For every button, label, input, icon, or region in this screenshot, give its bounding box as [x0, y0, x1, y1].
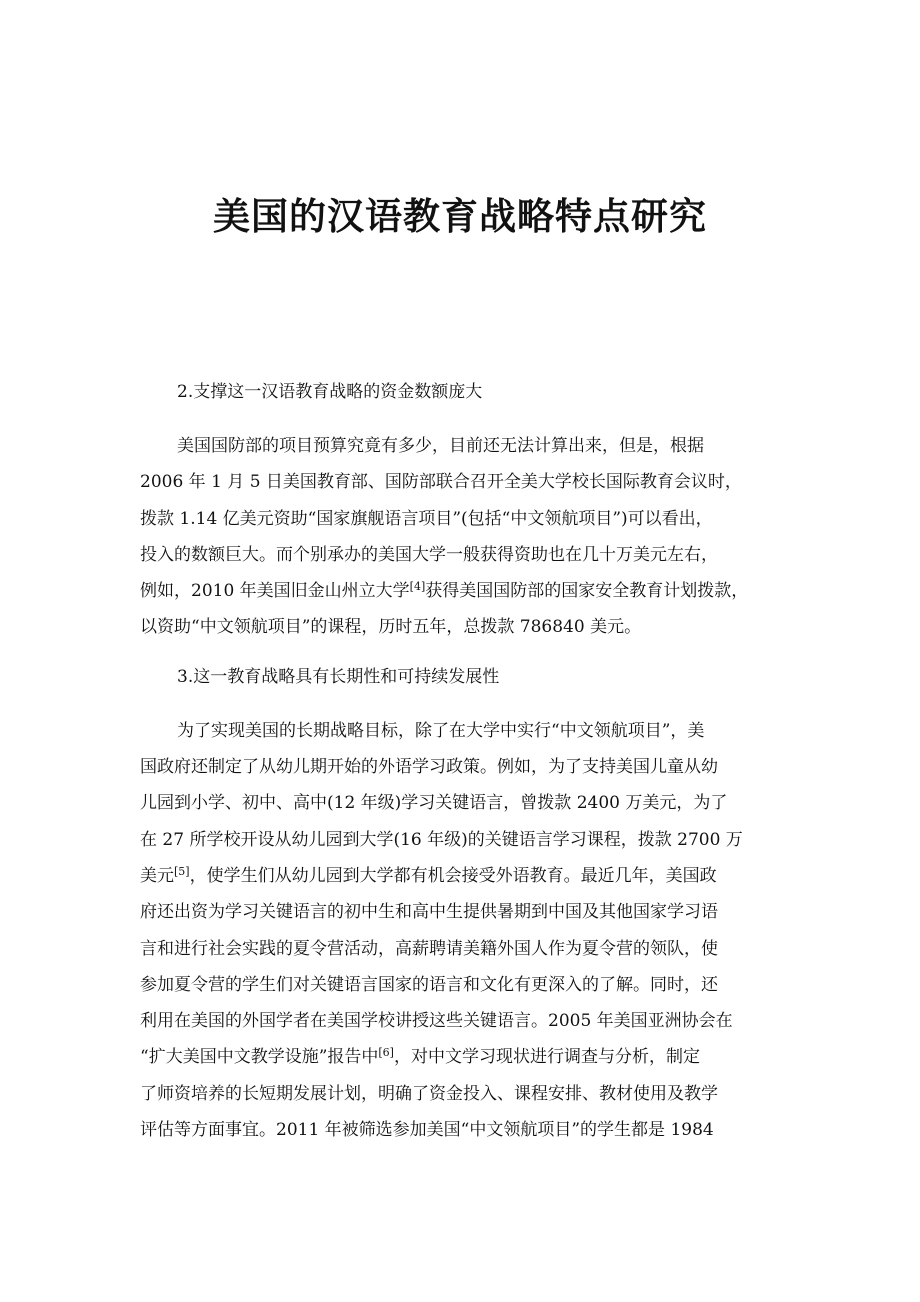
- text-line: [140, 573, 800, 609]
- citation-ref-4[interactable]: [4]: [409, 580, 426, 594]
- text-line: 在 27 所学校开设从幼儿园到大学(16 年级)的关键语言学习课程，拨款 2700 万: [140, 829, 743, 850]
- text-segment: ，使学生们从幼儿园到大学都有机会接受外语教育。最近几年，美国政: [189, 865, 717, 886]
- text-line: 2006 年 1 月 5 日美国教育部、国防部联合召开全美大学校长国际教育会议时，: [140, 472, 742, 493]
- text-line: [140, 858, 800, 894]
- text-line: 府还出资为学习关键语言的初中生和高中生提供暑期到中国及其他国家学习语: [140, 902, 718, 923]
- text-segment: “扩大美国中文教学设施”报告中: [140, 1047, 379, 1068]
- text-line: 儿园到小学、初中、高中(12 年级)学习关键语言，曾拨款 2400 万美元，为了: [140, 793, 728, 814]
- text-line: 为了实现美国的长期战略目标，除了在大学中实行“中文领航项目”，美: [177, 720, 705, 741]
- text-line: 国政府还制定了从幼儿期开始的外语学习政策。例如，为了支持美国儿童从幼: [140, 757, 718, 778]
- text-segment: 获得美国国防部的国家安全教育计划拨款，: [425, 581, 749, 602]
- text-segment: ，对中文学习现状进行调查与分析，制定: [393, 1047, 700, 1068]
- text-line: 以资助“中文领航项目”的课程，历时五年，总拨款 786840 美元。: [140, 617, 642, 638]
- text-line: 评估等方面事宜。2011 年被筛选参加美国“中文领航项目”的学生都是 1984: [140, 1120, 714, 1141]
- text-line: 了师资培养的长短期发展计划，明确了资金投入、课程安排、教材使用及教学: [140, 1083, 718, 1104]
- text-line: 美国国防部的项目预算究竟有多少，目前还无法计算出来，但是，根据: [177, 436, 704, 456]
- document-title: 美国的汉语教育战略特点研究: [213, 194, 707, 238]
- text-line: 拨款 1.14 亿美元资助“国家旗舰语言项目”(包括“中文领航项目”)可以看出，: [140, 508, 713, 529]
- paragraph-sustainability: [140, 713, 800, 1149]
- paragraph-funding: [140, 428, 800, 646]
- section-heading-sustainability: 3.这一教育战略具有长期性和可持续发展性: [177, 666, 500, 687]
- document-body: [140, 374, 800, 1148]
- text-line: [140, 1039, 800, 1075]
- text-segment: 美元: [140, 865, 174, 886]
- text-line: 利用在美国的外国学者在美国学校讲授这些关键语言。2005 年美国亚洲协会在: [140, 1011, 733, 1032]
- text-segment: 例如，2010 年美国旧金山州立大学: [140, 581, 410, 602]
- citation-ref-5[interactable]: [5]: [174, 864, 190, 878]
- text-line: 投入的数额巨大。而个别承办的美国大学一般获得资助也在几十万美元左右，: [140, 544, 718, 565]
- text-line: 参加夏令营的学生们对关键语言国家的语言和文化有更深入的了解。同时，还: [140, 974, 718, 995]
- section-heading-funding: 2.支撑这一汉语教育战略的资金数额庞大: [177, 382, 483, 402]
- citation-ref-6[interactable]: [6]: [378, 1046, 394, 1060]
- text-line: 言和进行社会实践的夏令营活动，高薪聘请美籍外国人作为夏令营的领队，使: [140, 938, 718, 959]
